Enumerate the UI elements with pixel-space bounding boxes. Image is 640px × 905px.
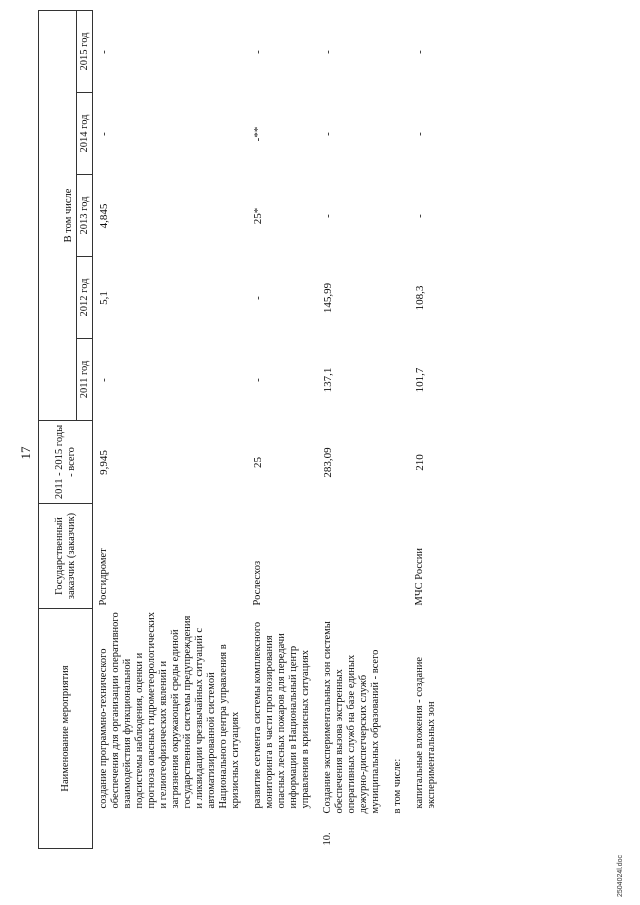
row-value-2012 [388, 256, 410, 338]
row-value-2011: - [98, 378, 110, 382]
table-row [93, 10, 249, 848]
row-customer: МЧС России [414, 548, 425, 606]
row-customer: Рослесхоз [252, 560, 263, 606]
row-value-2013: - [322, 214, 334, 218]
header-year-2013: 2013 год [77, 174, 93, 256]
row-value-2013: - [414, 214, 426, 218]
header-year-2012: 2012 год [77, 256, 93, 338]
header-including: В том числе [39, 10, 77, 420]
row-value-2011: 101,7 [414, 367, 426, 393]
row-value-2012: - [252, 296, 264, 300]
row-customer [388, 503, 410, 608]
row-value-2014: -** [252, 126, 264, 142]
row-name: Создание экспериментальных зон системы обеспечения вызова экстренных оперативных служб на базе единых дежурно-диспетчерских служб муниципальных образований - всего [322, 621, 381, 814]
row-value-2011: - [252, 378, 264, 382]
table-row [388, 10, 410, 848]
row-value-2011 [388, 338, 410, 420]
row-value-2014: - [414, 132, 426, 136]
table-row [248, 10, 318, 848]
row-number: 10. [322, 832, 333, 846]
row-name: капитальные вложения - создание экспериментальных зон [414, 656, 437, 809]
row-total: 9,945 [98, 450, 110, 475]
table-row [318, 10, 388, 848]
row-total: 25 [252, 456, 264, 468]
row-number [248, 817, 318, 849]
row-name: создание программно-технического обеспечения для организации оперативного взаимодействия функциональной подсистемы наблюдения, оценки и прогноза опасных гидрометеорологических и гелиогеофизических явлений и загрязнения окружающей среды единой государственной системы предупреждения и ликвидации чрезвычайных ситуаций с автоматизированной системой Национального центра управления в кризисных ситуациях [98, 612, 241, 809]
header-name: Наименование мероприятия [39, 608, 93, 848]
row-value-2012: 145,99 [322, 282, 334, 314]
row-value-2013 [388, 174, 410, 256]
row-number [388, 817, 410, 849]
row-value-2015: - [414, 50, 426, 54]
row-total: 210 [414, 454, 426, 471]
row-value-2014: - [98, 132, 110, 136]
header-customer: Государственный заказчик (заказчик) [39, 503, 93, 608]
program-table [38, 10, 444, 849]
row-total: 283,09 [322, 447, 334, 478]
page-number: 17 [18, 446, 33, 460]
table-row [410, 10, 444, 848]
row-value-2015: - [252, 50, 264, 54]
row-value-2015: - [322, 50, 334, 54]
row-number [410, 817, 444, 849]
row-value-2011: 137,1 [322, 367, 334, 393]
row-name: в том числе: [392, 758, 403, 814]
header-total: 2011 - 2015 годы - всего [39, 420, 93, 503]
row-value-2012: 108,3 [414, 285, 426, 311]
footer-file-code: 2504024l.doc [617, 854, 624, 897]
row-customer [318, 503, 388, 608]
row-name: развитие сегмента системы комплексного мониторинга в части прогнозирования опасных лесных пожаров для передачи информации в Национальный центр управления в кризисных ситуациях [252, 621, 311, 809]
header-year-2014: 2014 год [77, 92, 93, 174]
row-number [93, 817, 249, 849]
row-customer: Росгидромет [98, 548, 109, 606]
header-year-2011: 2011 год [77, 338, 93, 420]
row-value-2014 [388, 92, 410, 174]
header-year-2015: 2015 год [77, 10, 93, 92]
row-value-2015: - [98, 50, 110, 54]
row-total [388, 420, 410, 503]
row-value-2015 [388, 10, 410, 92]
row-value-2012: 5,1 [98, 291, 110, 305]
row-value-2013: 25* [252, 207, 264, 225]
row-value-2014: - [322, 132, 334, 136]
row-value-2013: 4,845 [98, 203, 110, 229]
